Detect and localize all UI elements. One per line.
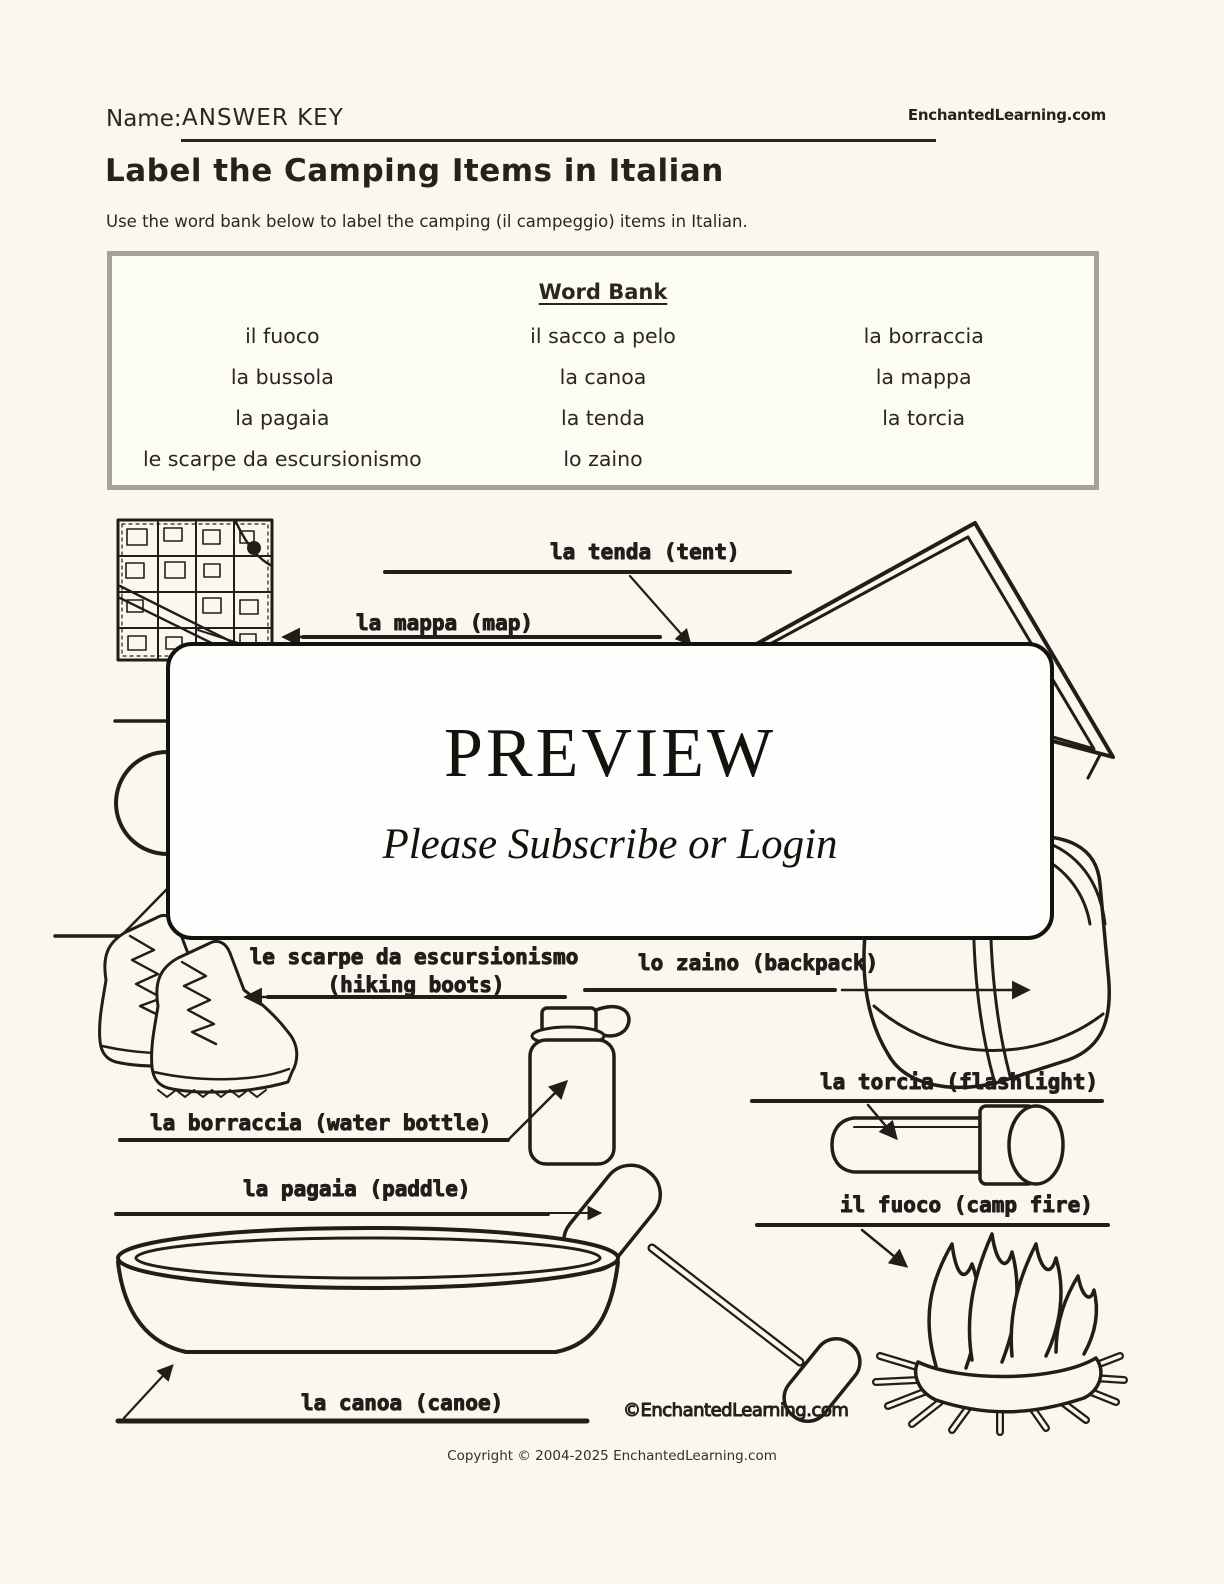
answer-key-value: ANSWER KEY	[182, 105, 344, 131]
word-bank-word: il fuoco	[245, 324, 320, 348]
paddle-label: la pagaia (paddle)	[243, 1177, 471, 1201]
word-bank-word: la torcia	[882, 406, 966, 430]
word-bank-column-1	[122, 324, 443, 471]
tent-arrow	[630, 576, 690, 644]
name-underline	[181, 139, 936, 142]
canoe-arrow	[124, 1366, 172, 1418]
word-bank-word: la mappa	[875, 365, 972, 389]
site-logo-text: EnchantedLearning.com	[907, 106, 1106, 124]
preview-subscribe-login-text: Please Subscribe or Login	[382, 820, 838, 868]
instructions-text: Use the word bank below to label the camping (il campeggio) items in Italian.	[106, 212, 748, 231]
map-label: la mappa (map)	[356, 611, 534, 635]
word-bank-word: la borraccia	[863, 324, 984, 348]
word-bank-columns	[112, 324, 1094, 471]
word-bank-word: la bussola	[230, 365, 334, 389]
camp-fire-drawing	[876, 1234, 1124, 1432]
camp-fire-label: il fuoco (camp fire)	[840, 1193, 1093, 1217]
word-bank-word: lo zaino	[563, 447, 643, 471]
flashlight-label: la torcia (flashlight)	[820, 1070, 1099, 1094]
word-bank-column-2	[443, 324, 764, 471]
word-bank-column-3	[763, 324, 1084, 471]
preview-overlay[interactable]	[166, 642, 1054, 940]
name-label: Name:	[106, 106, 182, 132]
canoe-label: la canoa (canoe)	[301, 1391, 504, 1415]
hiking-boots-label-line1: le scarpe da escursionismo	[249, 945, 579, 969]
fire-flames	[929, 1234, 1096, 1368]
word-bank-title: Word Bank	[538, 280, 668, 304]
word-bank-box	[107, 251, 1099, 490]
paddle-drawing	[552, 1154, 868, 1430]
camp-fire-arrow	[862, 1230, 906, 1266]
preview-title: PREVIEW	[443, 714, 777, 792]
word-bank-word: la canoa	[559, 365, 647, 389]
tent-label: la tenda (tent)	[550, 540, 740, 564]
water-bottle-drawing	[530, 1007, 629, 1164]
word-bank-word: il sacco a pelo	[530, 324, 676, 348]
word-bank-word: la pagaia	[235, 406, 330, 430]
hiking-boots-label-line2: (hiking boots)	[327, 973, 505, 997]
map-compass-blob	[247, 541, 261, 555]
hiking-boots-drawing	[100, 915, 297, 1097]
canoe-drawing	[118, 1228, 618, 1352]
water-bottle-label: la borraccia (water bottle)	[150, 1111, 492, 1135]
backpack-label: lo zaino (backpack)	[638, 951, 879, 975]
watermark-text: ©EnchantedLearning.com	[623, 1400, 849, 1421]
word-bank-word: le scarpe da escursionismo	[142, 447, 422, 471]
map-drawing	[118, 520, 272, 660]
map-buildings	[126, 528, 258, 650]
flashlight-drawing	[832, 1106, 1063, 1184]
page-title: Label the Camping Items in Italian	[105, 153, 724, 189]
copyright-text: Copyright © 2004-2025 EnchantedLearning.com	[447, 1448, 777, 1464]
word-bank-word: la tenda	[561, 406, 645, 430]
